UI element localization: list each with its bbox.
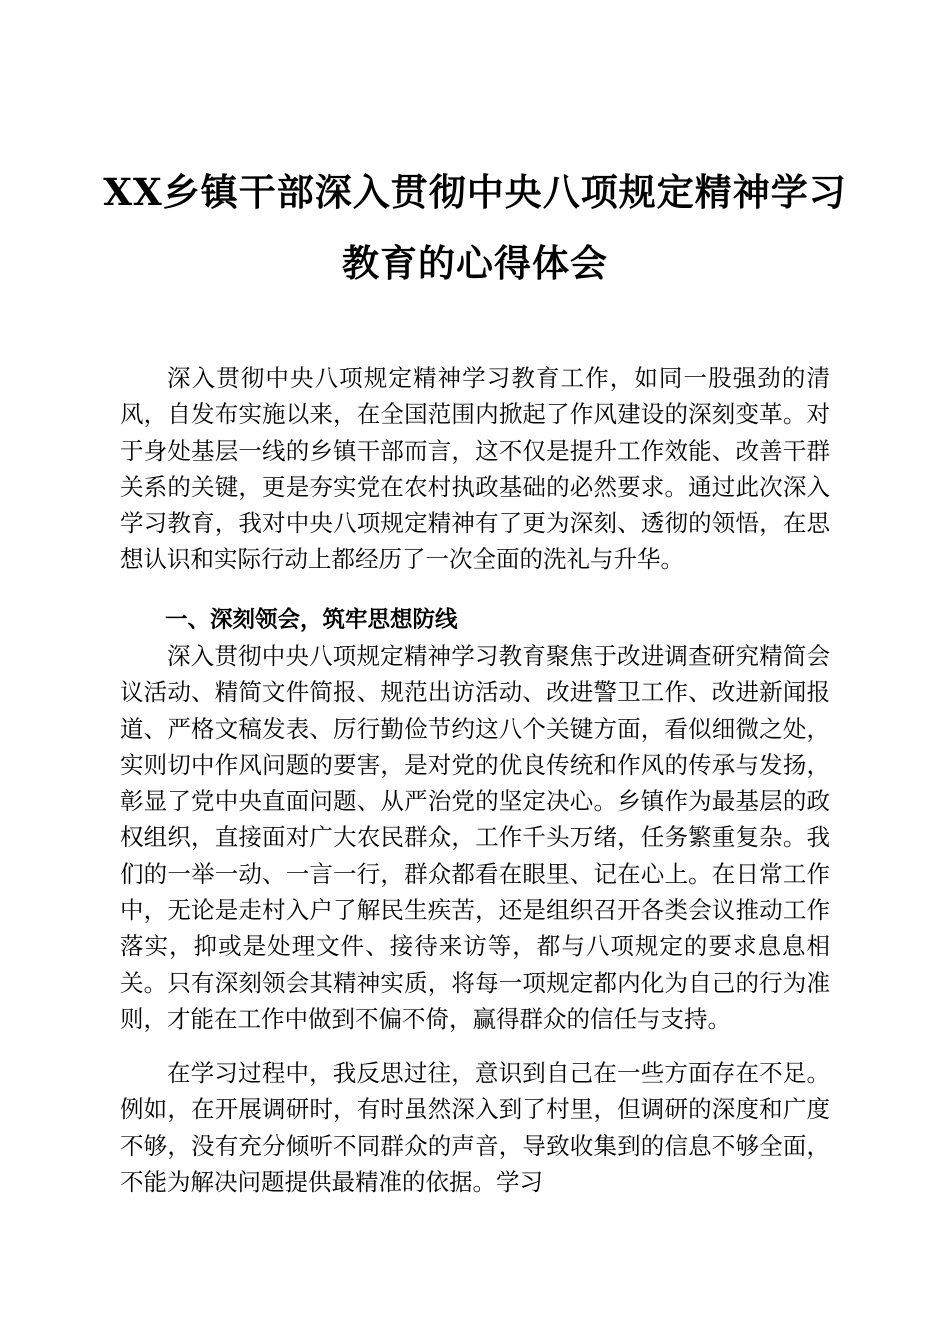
- section-1-paragraph: 深入贯彻中央八项规定精神学习教育聚焦于改进调查研究精简会议活动、精简文件简报、规范出访活动、改进警卫工作、改进新闻报道、严格文稿发表、厉行勤俭节约这八个关键方面，看似细微之处，实则切中作风问题的要害，是对党的优良传统和作风的传承与发扬，彰显了党中央直面问题、从严治党的坚定决心。乡镇作为最基层的政权组织，直接面对广大农民群众，工作千头万绪，任务繁重复杂。我们的一举一动、一言一行，群众都看在眼里、记在心上。在日常工作中，无论是走村入户了解民生疾苦，还是组织召开各类会议推动工作落实，抑或是处理文件、接待来访等，都与八项规定的要求息息相关。只有深刻领会其精神实质，将每一项规定都内化为自己的行为准则，才能在工作中做到不偏不倚，赢得群众的信任与支持。: [120, 642, 830, 1033]
- section-1-paragraph-block: [120, 638, 830, 1037]
- section-heading-block: [120, 602, 830, 638]
- reflection-paragraph-block: [120, 1055, 830, 1200]
- intro-paragraph: 深入贯彻中央八项规定精神学习教育工作，如同一股强劲的清风，自发布实施以来，在全国范围内掀起了作风建设的深刻变革。对于身处基层一线的乡镇干部而言，这不仅是提升工作效能、改善干群关系的关键，更是夯实党在农村执政基础的必然要求。通过此次深入学习教育，我对中央八项规定精神有了更为深刻、透彻的领悟，在思想认识和实际行动上都经历了一次全面的洗礼与升华。: [120, 364, 830, 574]
- document-title-line-2: 教育的心得体会: [342, 241, 608, 285]
- reflection-paragraph: 在学习过程中，我反思过往，意识到自己在一些方面存在不足。例如，在开展调研时，有时虽然深入到了村里，但调研的深度和广度不够，没有充分倾听不同群众的声音，导致收集到的信息不够全面，不能为解决问题提供最精准的依据。学习: [120, 1059, 830, 1196]
- document-title-line-1: XX乡镇干部深入贯彻中央八项规定精神学习: [103, 170, 847, 214]
- section-heading-1: 一、深刻领会，筑牢思想防线: [165, 607, 458, 633]
- intro-paragraph-block: [120, 360, 830, 578]
